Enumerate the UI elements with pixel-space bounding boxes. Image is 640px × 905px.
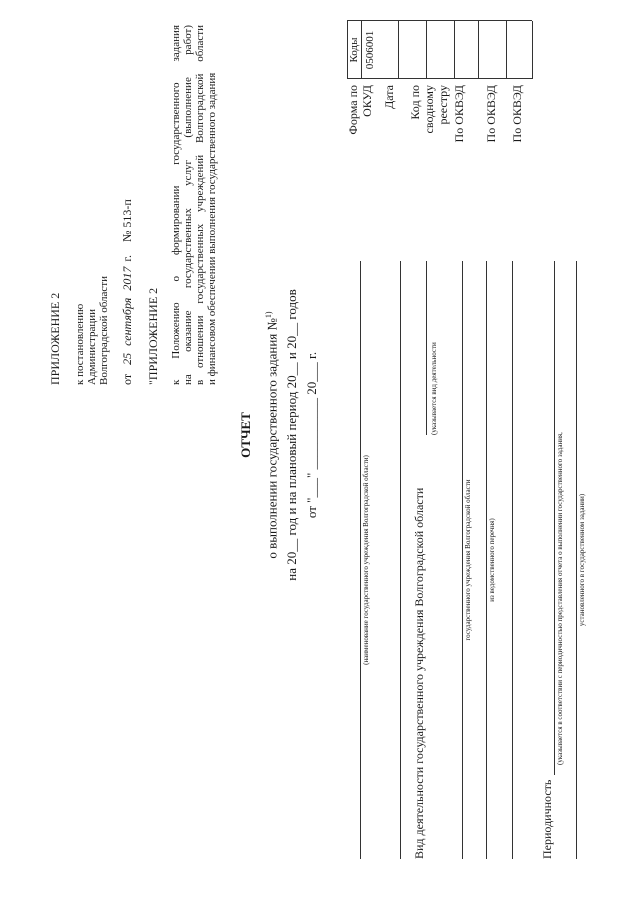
activity-caption-3: из ведомственного перечня) bbox=[488, 518, 496, 602]
code-label-text: Код по сводному реестру bbox=[408, 85, 450, 134]
codes-row-line bbox=[506, 21, 507, 79]
date-year: 2017 bbox=[120, 266, 134, 291]
appendix2-title: "ПРИЛОЖЕНИЕ 2 bbox=[146, 287, 160, 385]
periodicity-line-2 bbox=[576, 261, 577, 859]
institution-caption: (наименование государственного учреждения Волгоградской области) bbox=[362, 455, 370, 665]
codes-header: Коды bbox=[348, 37, 360, 63]
code-value-okud: 0506001 bbox=[364, 30, 376, 70]
codes-bottom bbox=[532, 21, 533, 79]
codes-row-line bbox=[478, 21, 479, 79]
institution-line-2 bbox=[400, 261, 401, 859]
activity-line-3 bbox=[486, 261, 487, 859]
appendix2-text bbox=[170, 25, 218, 385]
code-label-text: Форма по ОКУД bbox=[346, 85, 374, 135]
activity-label: Вид деятельности государственного учреждения Волгоградской области bbox=[412, 487, 426, 859]
code-label-okved-2: По ОКВЭД bbox=[484, 85, 498, 143]
codes-row-line bbox=[398, 21, 399, 79]
appendix2-line: и финансовом обеспечении выполнения государственного задания bbox=[206, 72, 218, 385]
date-month: сентября bbox=[120, 297, 134, 346]
periodicity-label: Периодичность bbox=[540, 779, 554, 859]
report-subtitle-text: о выполнении государственного задания № bbox=[264, 318, 280, 559]
periodicity-caption: (указывается в соответствии с периодичностью представления отчета о выполнении государственного задания, bbox=[556, 432, 564, 765]
report-period: на 20__ год и на плановый период 20__ и 20__ годов bbox=[284, 289, 299, 581]
activity-line-4 bbox=[512, 261, 513, 859]
code-label-okud bbox=[346, 85, 374, 215]
report-title: ОТЧЕТ bbox=[238, 412, 253, 458]
activity-caption-2: государственного учреждения Волгоградской области bbox=[464, 479, 472, 641]
code-label-registry bbox=[408, 85, 450, 215]
activity-line-2 bbox=[462, 261, 463, 859]
date-g: г. bbox=[120, 255, 134, 262]
appendix-line3: Волгоградской области bbox=[98, 276, 110, 385]
appendix2-line: к Положению о формировании государственного задания bbox=[170, 25, 182, 385]
report-subtitle bbox=[264, 215, 280, 655]
report-footnote: 1) bbox=[264, 311, 273, 319]
code-label-okved-1: По ОКВЭД bbox=[452, 85, 466, 143]
codes-row-line bbox=[454, 21, 455, 79]
code-label-okved-3: По ОКВЭД bbox=[510, 85, 524, 143]
date-day: 25 bbox=[120, 352, 134, 365]
code-label-date: Дата bbox=[382, 85, 396, 109]
report-date: от "___" ___________ 20___ г. bbox=[304, 351, 319, 519]
appendix2-line: на оказание государственных услуг (выполнение работ) bbox=[182, 25, 194, 385]
decree-number: № 513-п bbox=[120, 199, 134, 243]
appendix-line2: Администрации bbox=[86, 308, 98, 385]
activity-line bbox=[426, 261, 427, 435]
codes-row-line bbox=[426, 21, 427, 79]
appendix-line1: к постановлению bbox=[74, 303, 86, 385]
codes-header-bottom bbox=[361, 21, 362, 79]
appendix-title: ПРИЛОЖЕНИЕ 2 bbox=[48, 292, 62, 385]
institution-line bbox=[360, 261, 361, 859]
periodicity-line bbox=[554, 261, 555, 775]
appendix2-line: в отношении государственных учреждений Волгоградской области bbox=[194, 25, 206, 385]
periodicity-caption-2: установленного в государственном задании) bbox=[578, 493, 586, 627]
appendix-date bbox=[120, 199, 135, 385]
activity-caption: (указывается вид деятельности bbox=[430, 342, 438, 435]
date-prefix: от bbox=[120, 373, 134, 385]
